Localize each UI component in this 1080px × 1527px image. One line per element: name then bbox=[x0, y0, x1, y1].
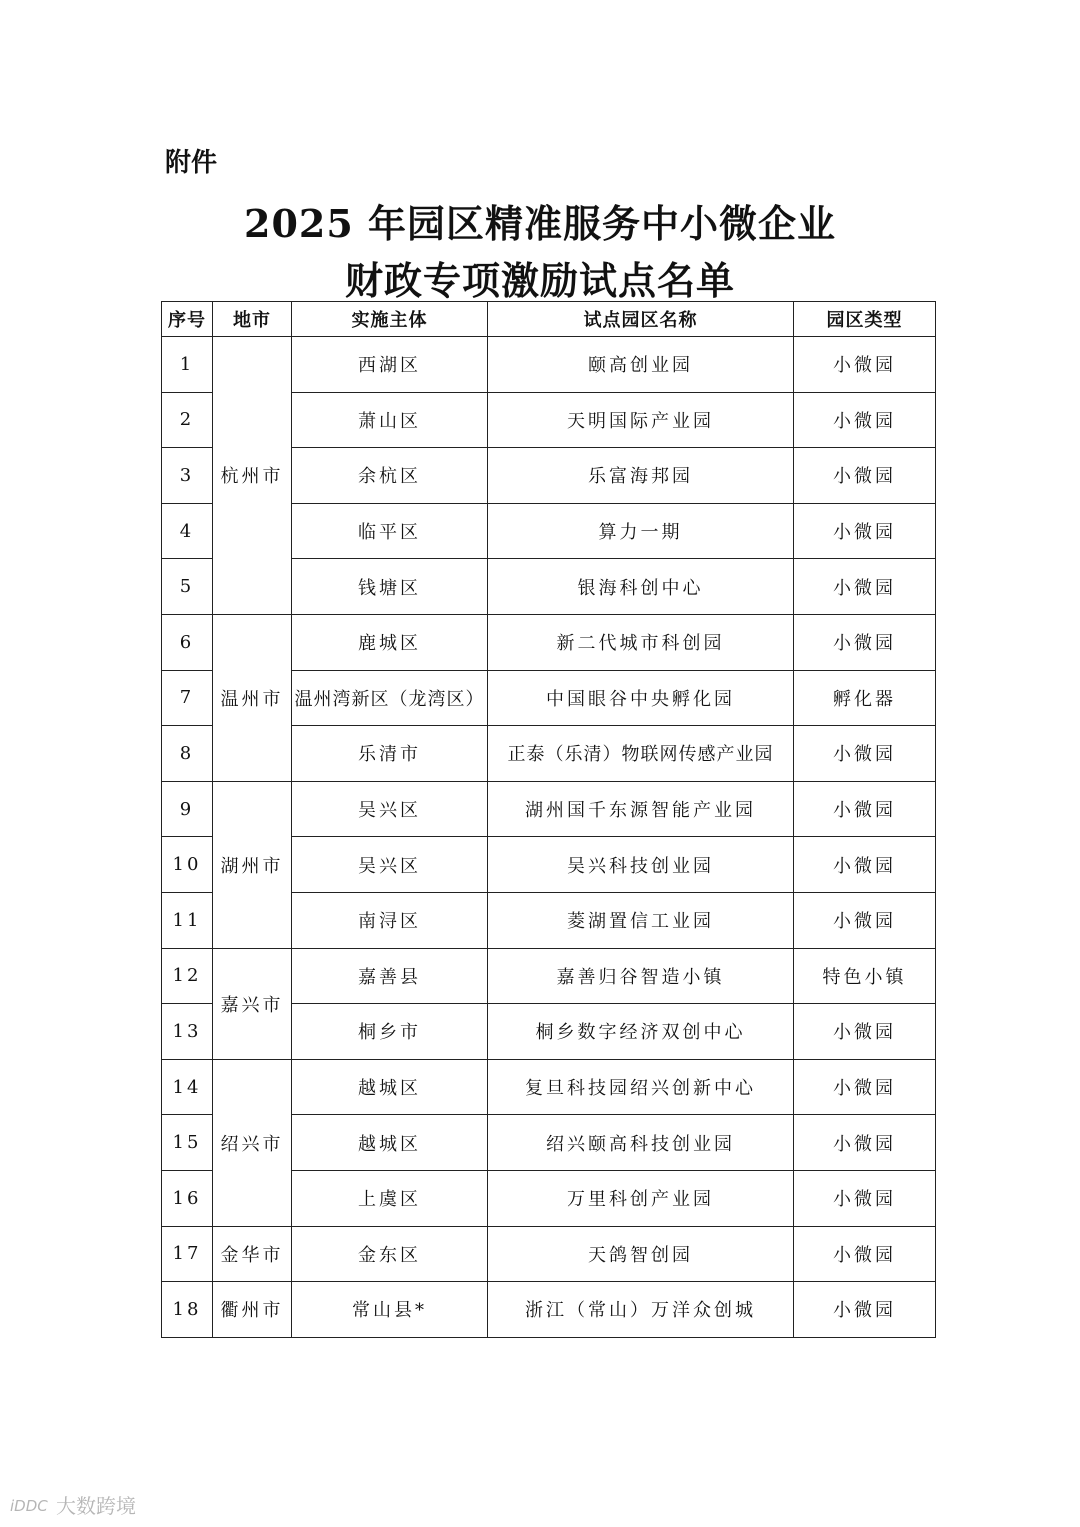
row-park-name: 绍兴颐高科技创业园 bbox=[488, 1115, 794, 1171]
logo-text: iDDC bbox=[10, 1496, 48, 1515]
row-city: 温州市 bbox=[213, 614, 292, 781]
row-no: 14 bbox=[162, 1059, 213, 1115]
row-park-name: 吴兴科技创业园 bbox=[488, 837, 794, 893]
row-city: 衢州市 bbox=[213, 1282, 292, 1338]
row-entity: 南浔区 bbox=[292, 892, 488, 948]
row-no: 6 bbox=[162, 614, 213, 670]
row-park-type: 小微园 bbox=[794, 559, 936, 615]
logo-icon bbox=[10, 1494, 50, 1516]
row-park-name: 中国眼谷中央孵化园 bbox=[488, 670, 794, 726]
row-entity: 鹿城区 bbox=[292, 614, 488, 670]
table-row bbox=[162, 1282, 936, 1338]
row-park-type: 小微园 bbox=[794, 1282, 936, 1338]
row-park-type: 小微园 bbox=[794, 614, 936, 670]
row-entity: 乐清市 bbox=[292, 726, 488, 782]
row-park-name: 嘉善归谷智造小镇 bbox=[488, 948, 794, 1004]
row-park-name: 菱湖置信工业园 bbox=[488, 892, 794, 948]
watermark bbox=[10, 1490, 136, 1519]
row-entity: 西湖区 bbox=[292, 337, 488, 393]
row-no: 1 bbox=[162, 337, 213, 393]
row-entity: 温州湾新区（龙湾区） bbox=[292, 670, 488, 726]
row-entity: 余杭区 bbox=[292, 448, 488, 504]
row-entity: 钱塘区 bbox=[292, 559, 488, 615]
row-entity: 嘉善县 bbox=[292, 948, 488, 1004]
row-park-name: 颐高创业园 bbox=[488, 337, 794, 393]
row-city: 湖州市 bbox=[213, 781, 292, 948]
row-park-type: 小微园 bbox=[794, 1059, 936, 1115]
row-no: 8 bbox=[162, 726, 213, 782]
row-no: 10 bbox=[162, 837, 213, 893]
row-entity: 萧山区 bbox=[292, 392, 488, 448]
row-park-type: 小微园 bbox=[794, 1004, 936, 1060]
table-row bbox=[162, 1226, 936, 1282]
header-city: 地市 bbox=[213, 302, 292, 337]
row-park-name: 复旦科技园绍兴创新中心 bbox=[488, 1059, 794, 1115]
row-city: 金华市 bbox=[213, 1226, 292, 1282]
row-entity: 吴兴区 bbox=[292, 837, 488, 893]
row-entity: 吴兴区 bbox=[292, 781, 488, 837]
row-park-name: 乐富海邦园 bbox=[488, 448, 794, 504]
row-entity: 临平区 bbox=[292, 503, 488, 559]
row-no: 17 bbox=[162, 1226, 213, 1282]
row-city: 杭州市 bbox=[213, 337, 292, 615]
row-no: 12 bbox=[162, 948, 213, 1004]
document-title-line-2: 财政专项激励试点名单 bbox=[344, 258, 735, 303]
row-entity: 越城区 bbox=[292, 1059, 488, 1115]
row-park-name: 桐乡数字经济双创中心 bbox=[488, 1004, 794, 1060]
row-park-type: 小微园 bbox=[794, 781, 936, 837]
row-no: 16 bbox=[162, 1170, 213, 1226]
row-park-type: 小微园 bbox=[794, 337, 936, 393]
row-no: 15 bbox=[162, 1115, 213, 1171]
row-park-type: 小微园 bbox=[794, 892, 936, 948]
watermark-text: 大数跨境 bbox=[56, 1494, 136, 1518]
table-header-row bbox=[162, 302, 936, 337]
row-city: 嘉兴市 bbox=[213, 948, 292, 1059]
table-row bbox=[162, 1059, 936, 1115]
row-entity: 上虞区 bbox=[292, 1170, 488, 1226]
row-park-name: 天鸽智创园 bbox=[488, 1226, 794, 1282]
table-row bbox=[162, 337, 936, 393]
row-park-type: 小微园 bbox=[794, 837, 936, 893]
header-park-name: 试点园区名称 bbox=[488, 302, 794, 337]
header-entity: 实施主体 bbox=[292, 302, 488, 337]
table-row bbox=[162, 781, 936, 837]
row-entity: 桐乡市 bbox=[292, 1004, 488, 1060]
header-no: 序号 bbox=[162, 302, 213, 337]
row-park-type: 小微园 bbox=[794, 1115, 936, 1171]
row-park-name: 新二代城市科创园 bbox=[488, 614, 794, 670]
row-no: 3 bbox=[162, 448, 213, 504]
row-park-type: 小微园 bbox=[794, 1226, 936, 1282]
table-row bbox=[162, 948, 936, 1004]
row-park-name: 天明国际产业园 bbox=[488, 392, 794, 448]
row-no: 2 bbox=[162, 392, 213, 448]
row-park-name: 万里科创产业园 bbox=[488, 1170, 794, 1226]
row-no: 11 bbox=[162, 892, 213, 948]
table-row bbox=[162, 614, 936, 670]
row-no: 18 bbox=[162, 1282, 213, 1338]
row-no: 4 bbox=[162, 503, 213, 559]
row-park-type: 特色小镇 bbox=[794, 948, 936, 1004]
row-park-type: 小微园 bbox=[794, 448, 936, 504]
row-no: 9 bbox=[162, 781, 213, 837]
document-title-line-1: 2025 年园区精准服务中小微企业 bbox=[244, 201, 836, 246]
pilot-list-table bbox=[161, 301, 936, 1338]
row-park-type: 小微园 bbox=[794, 1170, 936, 1226]
row-park-type: 孵化器 bbox=[794, 670, 936, 726]
row-entity: 常山县* bbox=[292, 1282, 488, 1338]
row-park-name: 算力一期 bbox=[488, 503, 794, 559]
header-park-type: 园区类型 bbox=[794, 302, 936, 337]
row-park-type: 小微园 bbox=[794, 726, 936, 782]
row-park-name: 湖州国千东源智能产业园 bbox=[488, 781, 794, 837]
row-park-type: 小微园 bbox=[794, 392, 936, 448]
row-entity: 越城区 bbox=[292, 1115, 488, 1171]
row-park-name: 正泰（乐清）物联网传感产业园 bbox=[488, 726, 794, 782]
row-park-type: 小微园 bbox=[794, 503, 936, 559]
row-entity: 金东区 bbox=[292, 1226, 488, 1282]
row-city: 绍兴市 bbox=[213, 1059, 292, 1226]
row-park-name: 银海科创中心 bbox=[488, 559, 794, 615]
row-no: 13 bbox=[162, 1004, 213, 1060]
row-no: 7 bbox=[162, 670, 213, 726]
attachment-label: 附件 bbox=[165, 148, 218, 178]
row-park-name: 浙江（常山）万洋众创城 bbox=[488, 1282, 794, 1338]
row-no: 5 bbox=[162, 559, 213, 615]
